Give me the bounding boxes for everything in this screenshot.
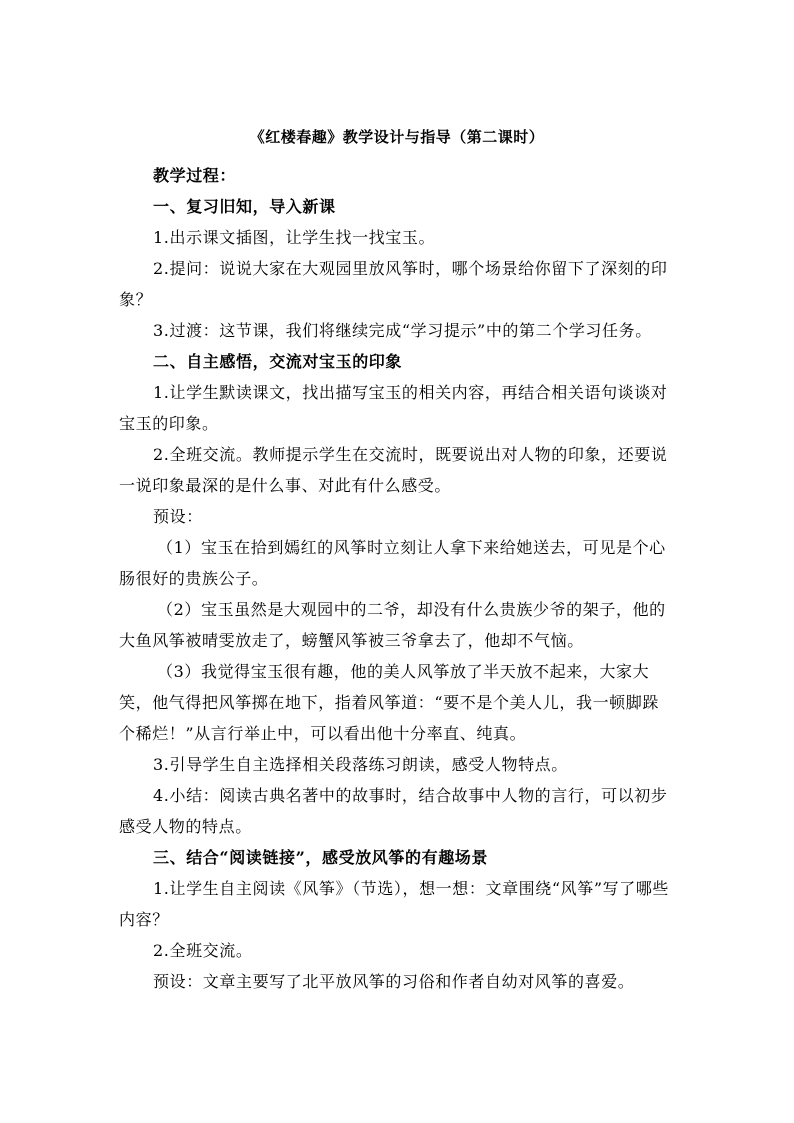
paragraph: 4.小结：阅读古典名著中的故事时，结合故事中人物的言行，可以初步感受人物的特点。 [119, 786, 668, 836]
sub-paragraph: （1）宝玉在拾到嫣红的风筝时立刻让人拿下来给她送去，可见是个心肠很好的贵族公子。 [119, 538, 666, 588]
section-label: 教学过程： [153, 166, 237, 185]
section-heading-2: 二、自主感悟，交流对宝玉的印象 [153, 352, 403, 371]
paragraph: 1.让学生自主阅读《风筝》（节选），想一想：文章围绕“风筝”写了哪些内容？ [119, 879, 670, 929]
paragraph: 2.全班交流。教师提示学生在交流时，既要说出对人物的印象，还要说一说印象最深的是什么事、对此有什么感受。 [119, 445, 668, 495]
section-heading-3: 三、结合“阅读链接”，感受放风筝的有趣场景 [153, 848, 489, 867]
sub-paragraph: （2）宝玉虽然是大观园中的二爷，却没有什么贵族少爷的架子，他的大鱼风筝被晴雯放走了，螃蟹风筝被三爷拿去了，他却不气恼。 [119, 600, 666, 650]
paragraph: 2.提问：说说大家在大观园里放风筝时，哪个场景给你留下了深刻的印象？ [119, 259, 668, 309]
paragraph: 2.全班交流。 [153, 941, 253, 960]
section-heading-1: 一、复习旧知，导入新课 [153, 197, 336, 216]
paragraph: 预设： [153, 507, 203, 526]
paragraph: 1.让学生默读课文，找出描写宝玉的相关内容，再结合相关语句谈谈对宝玉的印象。 [119, 383, 668, 433]
paragraph: 预设：文章主要写了北平放风筝的习俗和作者自幼对风筝的喜爱。 [153, 972, 635, 991]
paragraph: 3.过渡：这节课，我们将继续完成“学习提示”中的第二个学习任务。 [153, 321, 652, 340]
document-title: 《红楼春趣》教学设计与指导（第二课时） [249, 128, 545, 146]
paragraph: 3.引导学生自主选择相关段落练习朗读，感受人物特点。 [153, 755, 568, 774]
document-body [119, 160, 675, 997]
sub-paragraph: （3）我觉得宝玉很有趣，他的美人风筝放了半天放不起来，大家大笑，他气得把风筝掷在地下，指着风筝道：“要不是个美人儿，我一顿脚跺个稀烂！”从言行举止中，可以看出他十分率直、纯真。 [119, 662, 659, 743]
paragraph: 1.出示课文插图，让学生找一找宝玉。 [153, 228, 436, 247]
